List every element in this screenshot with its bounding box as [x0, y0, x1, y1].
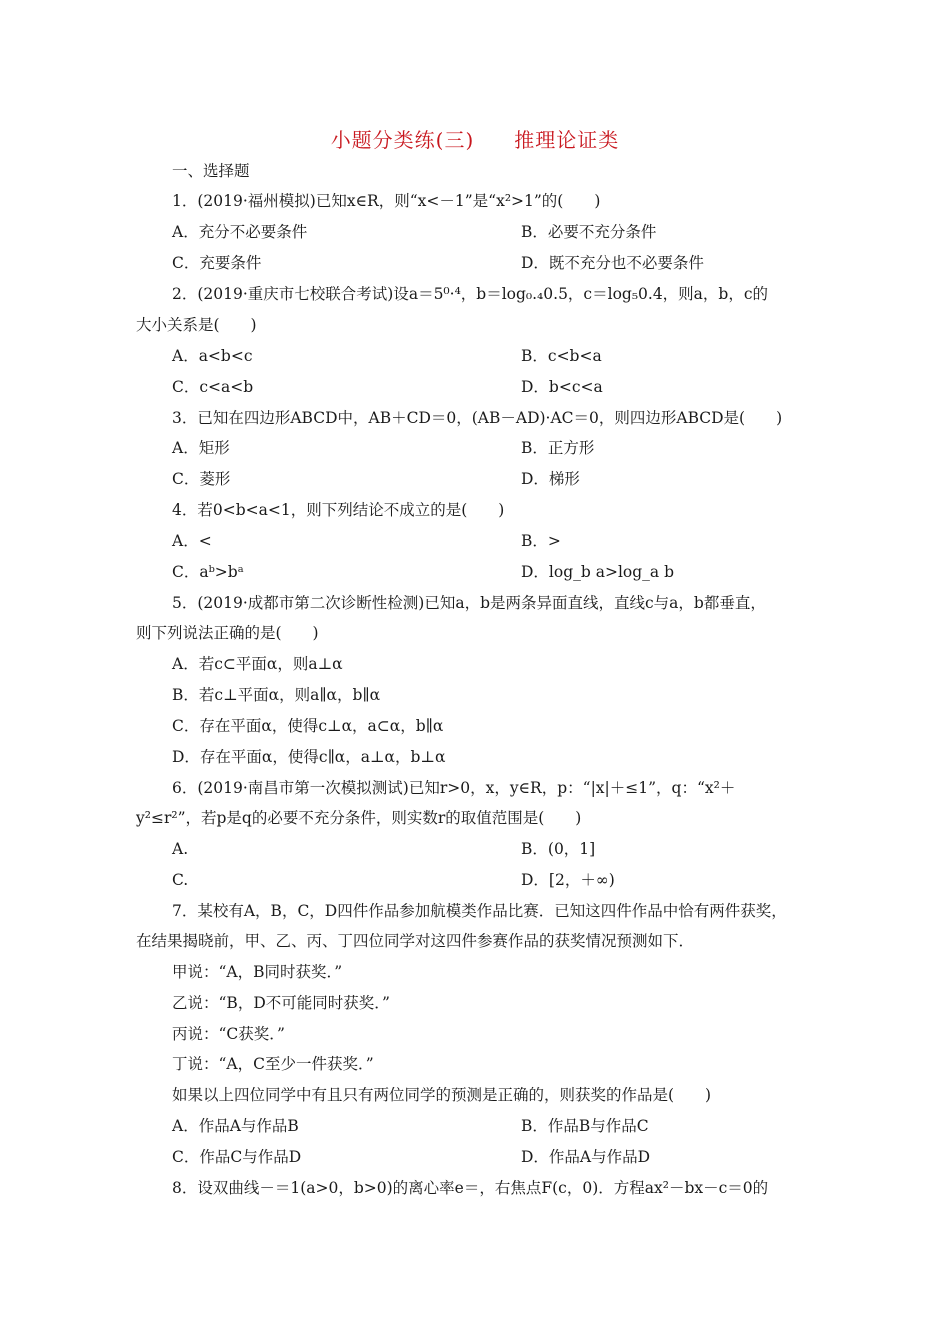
question-5-stem: 5．(2019·成都市第二次诊断性检测)已知a，b是两条异面直线，直线c与a，b都垂直，	[172, 594, 766, 612]
question-2-stem: 2．(2019·重庆市七校联合考试)设a＝5⁰·⁴，b＝log₀.₄0.5，c＝log₅0.4，则a，b，c的	[172, 285, 769, 303]
question-8-stem: 8．设双曲线－＝1(a>0，b>0)的离心率e＝，右焦点F(c，0)．方程ax²－bx－c＝0的	[172, 1179, 769, 1197]
question-4-option-a: A．<	[172, 532, 212, 550]
title-main: 小题分类练(三)	[330, 128, 475, 152]
question-2-stem-cont: 大小关系是( )	[136, 316, 257, 334]
question-6-option-d: D．[2，＋∞)	[521, 871, 615, 889]
question-5-option-b: B．若c⊥平面α，则a∥α，b∥α	[172, 686, 381, 704]
question-7-option-a: A．作品A与作品B	[172, 1117, 299, 1135]
question-2-option-a: A．a<b<c	[172, 347, 253, 365]
question-1-option-c: C．充要条件	[172, 254, 262, 272]
question-7-stem-cont: 在结果揭晓前，甲、乙、丙、丁四位同学对这四件参赛作品的获奖情况预测如下．	[136, 932, 695, 950]
question-3-stem: 3．已知在四边形ABCD中，AB＋CD＝0，(AB－AD)·AC＝0，则四边形ABCD是( )	[172, 409, 783, 427]
page-title	[0, 124, 950, 153]
question-7-statement-1: 甲说：“A，B同时获奖．”	[172, 963, 343, 981]
question-7-statement-2: 乙说：“B，D不可能同时获奖．”	[172, 994, 390, 1012]
question-4-option-b: B．>	[521, 532, 561, 550]
question-3-option-b: B．正方形	[521, 439, 595, 457]
question-7-option-c: C．作品C与作品D	[172, 1148, 302, 1166]
question-6-option-a: A.	[172, 840, 189, 858]
question-6-option-c: C.	[172, 871, 189, 889]
question-2-option-d: D．b<c<a	[521, 378, 603, 396]
question-5-option-c: C．存在平面α，使得c⊥α，a⊂α，b∥α	[172, 717, 444, 735]
question-7-option-d: D．作品A与作品D	[521, 1148, 651, 1166]
question-6-stem-cont: y²≤r²”，若p是q的必要不充分条件，则实数r的取值范围是( )	[136, 809, 582, 827]
question-7-option-b: B．作品B与作品C	[521, 1117, 649, 1135]
question-7-statement-4: 丁说：“A，C至少一件获奖．”	[172, 1055, 374, 1073]
question-1-stem: 1．(2019·福州模拟)已知x∈R，则“x<－1”是“x²>1”的( )	[172, 192, 601, 210]
question-1-option-a: A．充分不必要条件	[172, 223, 308, 241]
question-6-option-b: B．(0，1]	[521, 840, 596, 858]
question-2-option-b: B．c<b<a	[521, 347, 602, 365]
question-6-stem: 6．(2019·南昌市第一次模拟测试)已知r>0，x，y∈R，p：“|x|＋≤1”，q：“x²＋	[172, 779, 736, 797]
question-4-stem: 4．若0<b<a<1，则下列结论不成立的是( )	[172, 501, 505, 519]
title-sub: 推理论证类	[514, 128, 620, 152]
question-3-option-d: D．梯形	[521, 470, 580, 488]
question-1-option-b: B．必要不充分条件	[521, 223, 657, 241]
question-5-stem-cont: 则下列说法正确的是( )	[136, 624, 319, 642]
question-5-option-a: A．若c⊂平面α，则a⊥α	[172, 655, 343, 673]
question-7-ask: 如果以上四位同学中有且只有两位同学的预测是正确的，则获奖的作品是( )	[172, 1086, 712, 1104]
question-4-option-d: D．log_b a>log_a b	[521, 563, 675, 581]
question-1-option-d: D．既不充分也不必要条件	[521, 254, 704, 272]
question-3-option-c: C．菱形	[172, 470, 231, 488]
question-5-option-d: D．存在平面α，使得c∥α，a⊥α，b⊥α	[172, 748, 446, 766]
question-4-option-c: C．aᵇ>bᵃ	[172, 563, 244, 581]
question-7-statement-3: 丙说：“C获奖．”	[172, 1025, 285, 1043]
section-heading: 一、选择题	[172, 162, 250, 180]
question-2-option-c: C．c<a<b	[172, 378, 254, 396]
question-7-stem: 7．某校有A，B，C，D四件作品参加航模类作品比赛．已知这四件作品中恰有两件获奖，	[172, 902, 787, 920]
question-3-option-a: A．矩形	[172, 439, 230, 457]
